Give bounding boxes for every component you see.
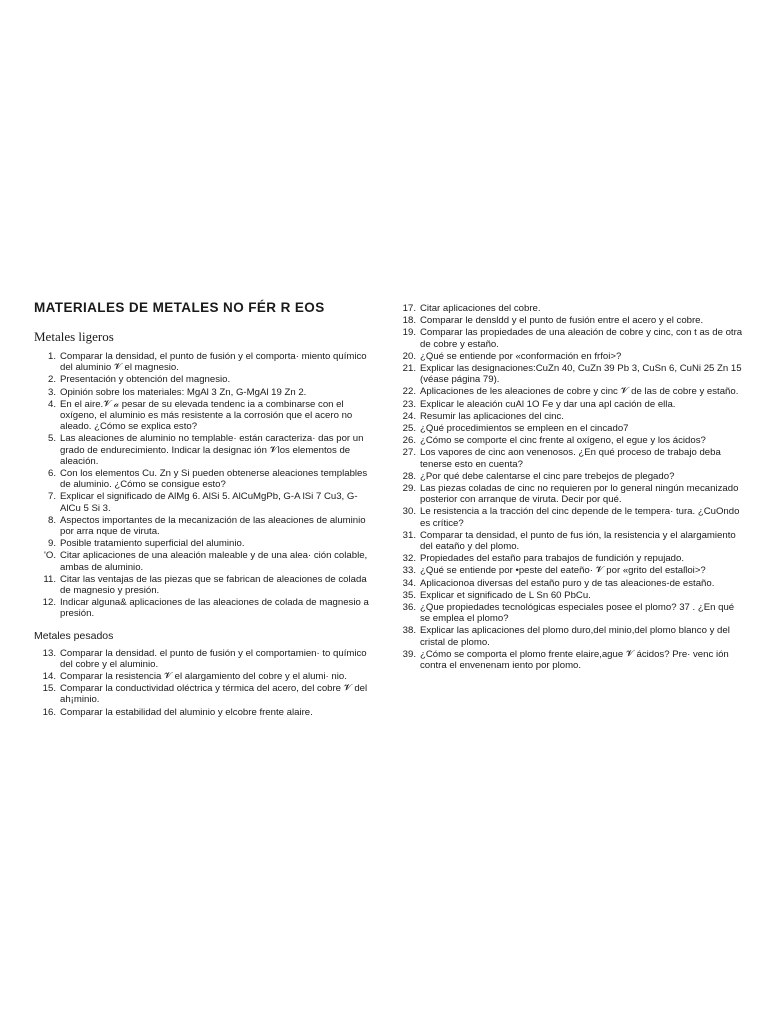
item-number: 19. <box>402 327 416 339</box>
list-item <box>388 351 746 362</box>
item-number: 6. <box>47 468 56 480</box>
item-number: 5. <box>47 433 56 445</box>
item-text: Opinión sobre los materiales: MgAl 3 Zn, G-MgAl 19 Zn 2. <box>60 386 307 398</box>
item-text: Explicar le aleación cuAl 1O Fe y dar una apl cación de ella. <box>420 398 676 410</box>
right-column <box>388 303 746 672</box>
item-number: 'O. <box>44 550 56 562</box>
item-number: 12. <box>42 597 56 609</box>
left-column <box>34 300 372 719</box>
item-text: Comparar ta densidad, el punto de fus ión, la resistencia y el alargamiento del eataño y del plomo. <box>420 529 736 553</box>
item-text: ¿Qué se entiende por •peste del eateño· 𝓥 por «grito del estaſloi>? <box>420 565 706 577</box>
list-item <box>34 707 372 718</box>
list-item <box>34 399 372 433</box>
item-number: 24. <box>402 410 416 422</box>
item-number: 31. <box>402 529 416 541</box>
list-item <box>388 590 746 601</box>
list-item <box>34 374 372 385</box>
item-text: ¿Qué se entiende por «conformación en frfoi>? <box>420 350 622 362</box>
item-number: 39. <box>402 648 416 660</box>
item-number: 38. <box>402 625 416 637</box>
item-number: 35. <box>402 589 416 601</box>
item-text: Le resistencia a la tracción del cinc depende de le tempera· tura. ¿CuOndo es crítice? <box>420 506 740 529</box>
item-number: 30. <box>402 506 416 518</box>
item-text: Comparar la densidad, el punto de fusión y el comporta· miento químico del aluminio 𝓥 el magnesio. <box>60 351 367 374</box>
list-item <box>34 515 372 537</box>
item-number: 9. <box>47 538 56 550</box>
item-number: 18. <box>402 315 416 327</box>
list-item <box>34 671 372 682</box>
item-text: Las piezas coladas de cinc no requieren por lo general ningún mecanizado posterior con arranque de viruta. Decir por qué. <box>420 483 739 506</box>
item-text: Las aleaciones de aluminio no templable· están caracteriza· das por un grado de endurecimiento. Indicar la designac ión 𝓥los elementos de aleación. <box>60 433 364 467</box>
list-item <box>388 578 746 589</box>
light-metals-list <box>34 351 372 620</box>
list-item <box>388 435 746 446</box>
item-number: 22. <box>402 386 416 398</box>
item-text: Citar aplicaciones del cobre. <box>420 303 541 314</box>
list-item <box>34 648 372 670</box>
item-text: ¿Cómo se comporta el plomo frente elaire,ague 𝓥 ácidos? Pre· venc ión contra el envenenam iento por plomo. <box>420 648 729 672</box>
list-item <box>34 597 372 619</box>
item-text: Comparar las propiedades de una aleación de cobre y cinc, con t as de otra de cobre y estaño. <box>420 327 743 350</box>
item-number: 23. <box>402 398 416 410</box>
list-item <box>388 327 746 349</box>
list-item <box>388 625 746 647</box>
list-item <box>34 351 372 373</box>
item-text: Citar las ventajas de las piezas que se fabrican de aleaciones de colada de magnesio y presión. <box>60 573 367 597</box>
item-text: Posible tratamiento superficial del aluminio. <box>60 538 245 550</box>
heavy-metals-list <box>34 648 372 718</box>
item-text: Aplicacionoa diversas del estaño puro y de tas aleaciones-de estaño. <box>420 577 715 589</box>
item-text: Explicar el significado de AlMg 6. AlSi 5. AlCuMgPb, G-A lSi 7 Cu3, G-AlCu 5 Si 3. <box>60 491 358 514</box>
item-text: Explicar las aplicaciones del plomo duro,del minio,del plomo blanco y del cristal de plomo. <box>420 625 730 648</box>
item-number: 16. <box>42 706 56 718</box>
item-number: 36. <box>402 602 416 614</box>
list-item <box>34 491 372 513</box>
questions-list-continued <box>388 303 746 671</box>
list-item <box>34 538 372 549</box>
list-item <box>34 468 372 490</box>
item-text: En el aire.𝓥 𝒶 pesar de su elevada tendenc ia a combinarse con el oxígeno, el aluminio es más resistente a la corrosión que el acero no aleado. ¿Cómo se explica esto? <box>60 398 353 433</box>
item-number: 3. <box>47 386 56 398</box>
list-item <box>388 602 746 624</box>
list-item <box>388 303 746 314</box>
item-text: Aspectos importantes de la mecanización de las aleaciones de aluminio por arra nque de viruta. <box>60 514 366 538</box>
item-text: Resumir las aplicaciones del cinc. <box>420 410 564 422</box>
item-number: 8. <box>47 514 56 526</box>
list-item <box>34 433 372 467</box>
list-item <box>388 363 746 385</box>
item-text: ¿Por qué debe calentarse el cinc pare trebejos de plegado? <box>420 470 675 482</box>
document-title: MATERIALES DE METALES NO FÉR R EOS <box>34 300 325 315</box>
item-text: Aplicaciones de les aleaciones de cobre y cinc 𝓥 de las de cobre y estaño. <box>420 386 739 398</box>
item-number: 17. <box>402 303 416 314</box>
item-text: Explicar las designaciones:CuZn 40, CuZn 39 Pb 3, CuSn 6, CuNi 25 Zn 15 (véase página 79). <box>420 363 742 386</box>
list-item <box>388 649 746 671</box>
item-text: Comparar la estabilidad del aluminio y elcobre frente alaire. <box>60 706 313 718</box>
item-number: 1. <box>47 351 56 362</box>
item-number: 29. <box>402 483 416 495</box>
item-number: 15. <box>42 683 56 695</box>
item-text: Comparar la conductividad oléctrica y térmica del acero, del cobre 𝓥 del ah¡minio. <box>60 683 368 706</box>
list-item <box>388 506 746 528</box>
item-text: ¿Que propiedades tecnológicas especiales posee el plomo? 37 . ¿En qué se emplea el plomo? <box>420 602 735 625</box>
item-text: Presentación y obtención del magnesio. <box>60 374 231 386</box>
list-item <box>34 550 372 572</box>
list-item <box>388 530 746 552</box>
item-number: 4. <box>47 398 56 410</box>
item-text: Citar aplicaciones de una aleación maleable y de una alea· ción colable, ambas de aluminio. <box>60 550 368 573</box>
list-item <box>34 574 372 596</box>
item-number: 14. <box>42 671 56 683</box>
item-text: Indicar alguna& aplicaciones de las aleaciones de colada de magnesio a presión. <box>60 597 369 620</box>
section-title-heavy-metals: Metales pesados <box>34 629 114 642</box>
item-number: 27. <box>402 447 416 459</box>
item-text: Los vapores de cinc aon venenosos. ¿En qué proceso de trabajo deba tenerse esto en cuenta? <box>420 447 721 470</box>
item-number: 2. <box>47 374 56 386</box>
item-text: Con los elementos Cu. Zn y Si pueden obtenerse aleaciones templables de aluminio. ¿Cómo se consigue esto? <box>60 468 368 491</box>
item-number: 34. <box>402 577 416 589</box>
list-item <box>388 399 746 410</box>
item-text: ¿Cómo se comporte el cinc frente al oxígeno, el egue y los ácidos? <box>420 435 706 447</box>
list-item <box>388 471 746 482</box>
list-item <box>388 315 746 326</box>
section-title-light-metals: Metales ligeros <box>34 329 114 344</box>
item-number: 21. <box>402 363 416 375</box>
item-number: 26. <box>402 435 416 447</box>
item-number: 25. <box>402 423 416 435</box>
item-text: Comparar le densldd y el punto de fusión entre el acero y el cobre. <box>420 315 704 327</box>
item-text: Comparar la resistencia 𝓥 el alargamiento del cobre y el alumi· nio. <box>60 671 347 683</box>
item-number: 20. <box>402 350 416 362</box>
item-number: 11. <box>43 573 56 585</box>
item-number: 7. <box>47 491 56 503</box>
list-item <box>388 447 746 469</box>
list-item <box>388 565 746 576</box>
list-item <box>34 683 372 705</box>
item-number: 33. <box>402 565 416 577</box>
list-item <box>388 553 746 564</box>
list-item <box>388 386 746 397</box>
item-number: 32. <box>402 553 416 565</box>
list-item <box>388 483 746 505</box>
item-text: Propiedades del estaño para trabajos de fundición y repujado. <box>420 553 685 565</box>
list-item <box>388 423 746 434</box>
list-item <box>388 411 746 422</box>
list-item <box>34 387 372 398</box>
item-text: Comparar la densidad. el punto de fusión y el comportamien· to químico del cobre y el aluminio. <box>60 647 367 670</box>
item-number: 28. <box>402 470 416 482</box>
item-text: Explicar et significado de L Sn 60 PbCu. <box>420 589 591 601</box>
item-number: 13. <box>42 647 56 659</box>
item-text: ¿Qué procedimientos se empleen en el cincado7 <box>420 423 629 435</box>
